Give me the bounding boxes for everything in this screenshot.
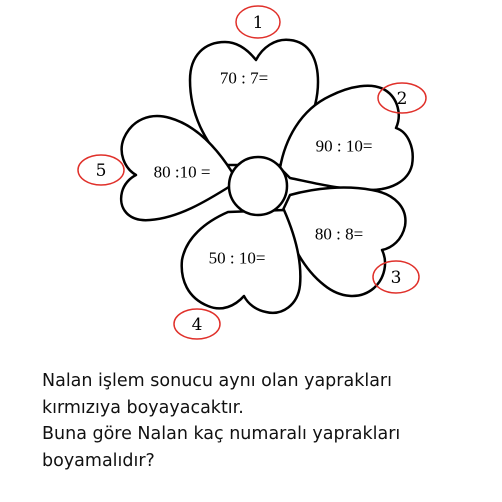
- question-line-1: Nalan işlem sonucu aynı olan yaprakları: [42, 371, 392, 391]
- badge-1-number: 1: [252, 13, 264, 33]
- petal-2-expression: 90 : 10=: [315, 136, 373, 156]
- petal-1-expression: 70 : 7=: [219, 68, 269, 88]
- flower-center: [229, 157, 287, 215]
- badge-3-number: 3: [390, 268, 402, 288]
- question-line-2: kırmızıya boyayacaktır.: [42, 397, 244, 418]
- badge-5-number: 5: [95, 161, 107, 181]
- petal-5-expression: 80 :10 =: [153, 162, 211, 182]
- badge-2-number: 2: [396, 89, 408, 109]
- petal-4-expression: 50 : 10=: [208, 248, 266, 268]
- badge-4-number: 4: [191, 315, 203, 335]
- petal-3-expression: 80 : 8=: [314, 224, 364, 244]
- question-line-4: boyamalıdır?: [42, 450, 155, 471]
- question-text: [42, 368, 482, 474]
- question-line-3: Buna göre Nalan kaç numaralı yaprakları: [42, 424, 401, 444]
